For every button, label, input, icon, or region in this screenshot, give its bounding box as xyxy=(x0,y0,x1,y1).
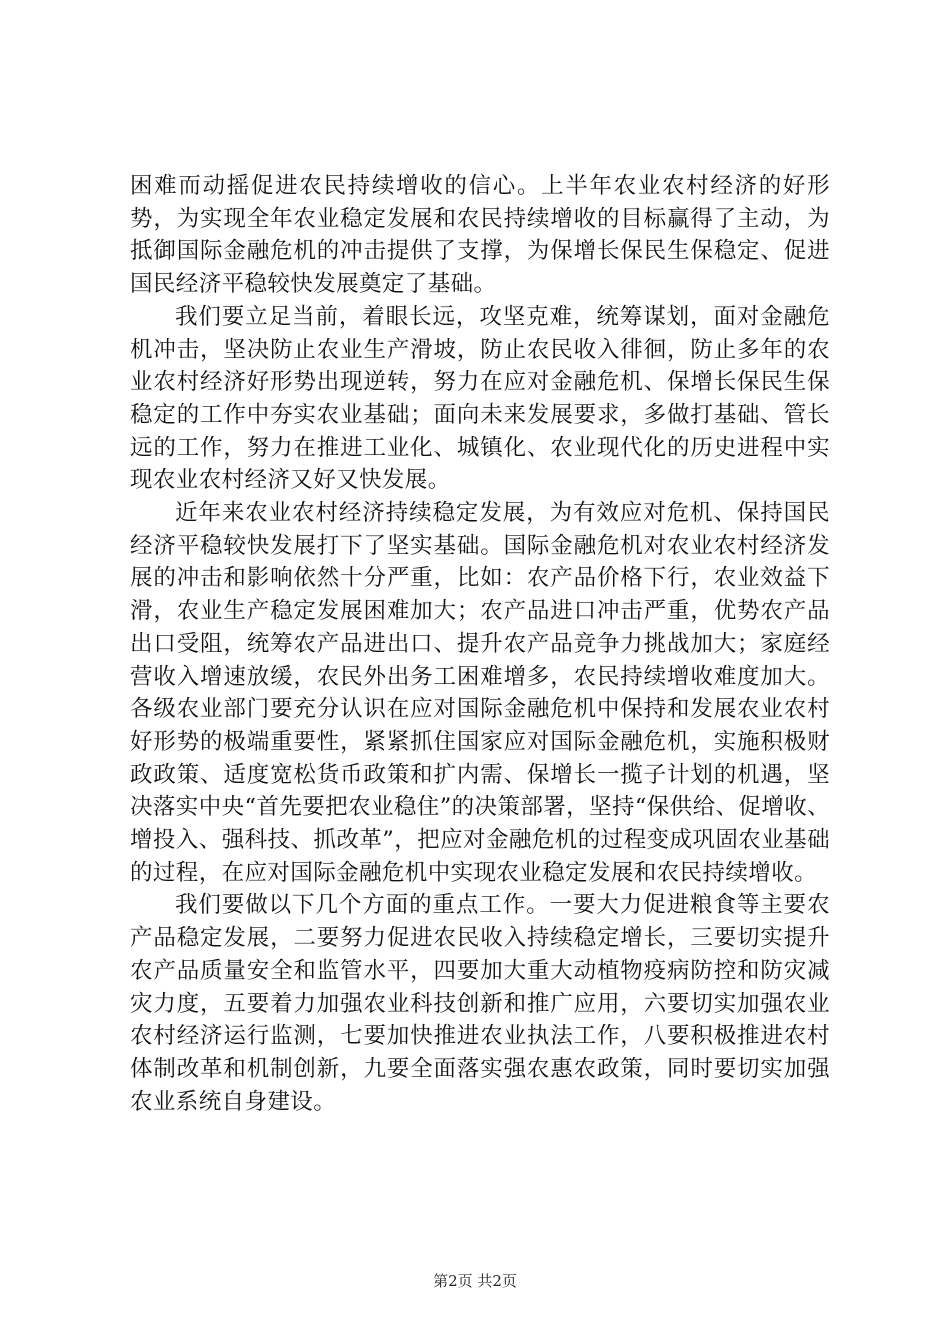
paragraph-2: 我们要立足当前，着眼长远，攻坚克难，统筹谋划，面对金融危机冲击，坚决防止农业生产滑坡，防止农民收入徘徊，防止多年的农业农村经济好形势出现逆转，努力在应对金融危机、保增长保民生保稳定的工作中夯实农业基础；面向未来发展要求，多做打基础、管长远的工作，努力在推进工业化、城镇化、农业现代化的历史进程中实现农业农村经济又好又快发展。 xyxy=(130,303,830,494)
document-body xyxy=(130,170,830,1118)
paragraph-1: 困难而动摇促进农民持续增收的信心。上半年农业农村经济的好形势，为实现全年农业稳定发展和农民持续增收的目标赢得了主动，为抵御国际金融危机的冲击提供了支撑，为保增长保民生保稳定、促进国民经济平稳较快发展奠定了基础。 xyxy=(130,173,830,298)
page-footer: 第2页 共2页 xyxy=(433,1272,517,1290)
paragraph-3: 近年来农业农村经济持续稳定发展，为有效应对危机、保持国民经济平稳较快发展打下了坚实基础。国际金融危机对农业农村经济发展的冲击和影响依然十分严重，比如：农产品价格下行，农业效益下滑，农业生产稳定发展困难加大；农产品进口冲击严重，优势农产品出口受阻，统筹农产品进出口、提升农产品竞争力挑战加大；家庭经营收入增速放缓，农民外出务工困难增多，农民持续增收难度加大。各级农业部门要充分认识在应对国际金融危机中保持和发展农业农村好形势的极端重要性，紧紧抓住国家应对国际金融危机，实施积极财政政策、适度宽松货币政策和扩内需、保增长一揽子计划的机遇，坚决落实中央“首先要把农业稳住”的决策部署，坚持“保供给、促增收、增投入、强科技、抓改革”，把应对金融危机的过程变成巩固农业基础的过程，在应对国际金融危机中实现农业稳定发展和农民持续增收。 xyxy=(130,500,830,886)
paragraph-4: 我们要做以下几个方面的重点工作。一要大力促进粮食等主要农产品稳定发展，二要努力促进农民收入持续稳定增长，三要切实提升农产品质量安全和监管水平，四要加大重大动植物疫病防控和防灾减灾力度，五要着力加强农业科技创新和推广应用，六要切实加强农业农村经济运行监测，七要加快推进农业执法工作，八要积极推进农村体制改革和机制创新，九要全面落实强农惠农政策，同时要切实加强农业系统自身建设。 xyxy=(130,892,830,1115)
